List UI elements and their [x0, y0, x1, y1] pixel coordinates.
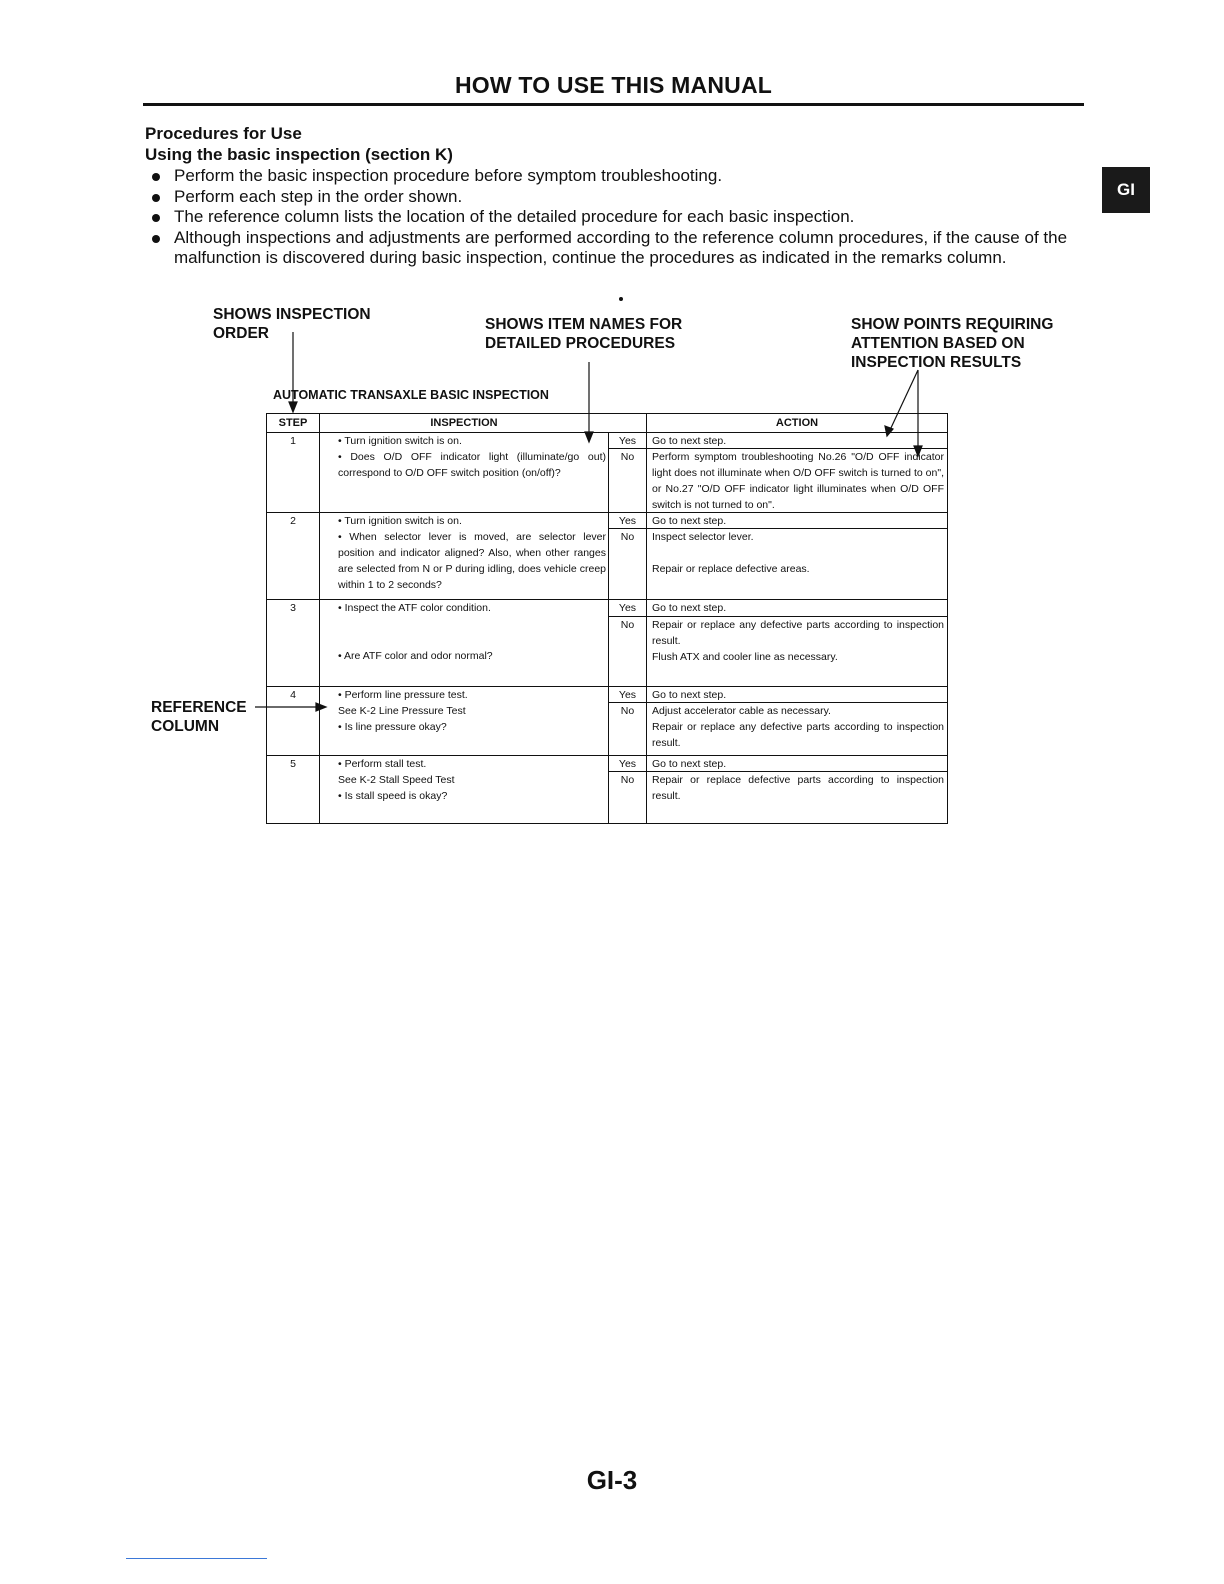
column-divider [319, 414, 320, 824]
column-divider [646, 414, 647, 824]
header-action: ACTION [775, 417, 819, 429]
reference-link[interactable]: See K-2 Stall Speed Test [338, 774, 455, 786]
inspection-item: • Turn ignition switch is on. [338, 515, 462, 527]
step-number: 5 [290, 758, 296, 770]
yes-label: Yes [618, 435, 637, 447]
inspection-cell [338, 687, 606, 735]
no-action: Perform symptom troubleshooting No.26 "O/D OFF indicator light does not illuminate when O/D OFF switch is turned to on", or No.27 "O/D OFF indicator light illuminates when O/D OFF switch is not turned to on". [652, 451, 944, 511]
inspection-item: • Inspect the ATF color condition. [338, 602, 491, 614]
inspection-item: • Is line pressure okay? [338, 721, 447, 733]
no-label: No [620, 619, 635, 631]
inspection-item: • Does O/D OFF indicator light (illuminate/go out) correspond to O/D OFF switch position (on/off)? [338, 451, 606, 479]
yes-action: Go to next step. [652, 758, 727, 770]
no-action: Flush ATX and cooler line as necessary. [652, 651, 838, 663]
reference-link[interactable]: See K-2 Line Pressure Test [338, 705, 466, 717]
inspection-item: • Are ATF color and odor normal? [338, 650, 493, 662]
yes-label: Yes [618, 689, 637, 701]
yes-action: Go to next step. [652, 435, 727, 447]
no-action: Adjust accelerator cable as necessary. [652, 705, 831, 717]
header-step: STEP [278, 417, 308, 429]
list-item-text: Perform each step in the order shown. [174, 186, 463, 206]
no-label: No [620, 531, 635, 543]
callout-attention-points: SHOW POINTS REQUIRING ATTENTION BASED ON INSPECTION RESULTS [851, 316, 1054, 371]
inspection-item: • Is stall speed is okay? [338, 790, 448, 802]
yes-label: Yes [618, 602, 637, 614]
step-number: 2 [290, 515, 296, 527]
yes-action: Go to next step. [652, 515, 727, 527]
callout-item-names: SHOWS ITEM NAMES FOR DETAILED PROCEDURES [485, 316, 683, 352]
page-title: HOW TO USE THIS MANUAL [454, 72, 773, 98]
list-item-text: Perform the basic inspection procedure before symptom troubleshooting. [174, 166, 723, 185]
no-action: Inspect selector lever. [652, 531, 754, 543]
yes-label: Yes [618, 758, 637, 770]
section-heading: Procedures for Use [145, 124, 302, 143]
page-number: GI-3 [586, 1465, 638, 1495]
callout-inspection-order: SHOWS INSPECTION ORDER [213, 306, 371, 342]
step-number: 4 [290, 689, 296, 701]
no-action: Repair or replace defective parts according to inspection result. [652, 774, 944, 802]
inspection-cell [338, 513, 606, 593]
inspection-cell [338, 433, 606, 481]
no-label: No [620, 774, 635, 786]
inspection-item: • When selector lever is moved, are selector lever position and indicator aligned? Also, when other ranges are selected from N or P during idling, does vehicle creep within 1 to 2 seconds? [338, 531, 606, 591]
callout-reference-column: REFERENCE COLUMN [151, 699, 247, 735]
list-item-text: Although inspections and adjustments are performed according to the reference column procedures, if the cause of the malfunction is discovered during basic inspection, continue the procedures as indicated in the remarks column. [174, 227, 1068, 267]
no-action: Repair or replace any defective parts according to inspection result. [652, 619, 944, 647]
no-action: Repair or replace defective areas. [652, 563, 810, 575]
list-item-text: The reference column lists the location of the detailed procedure for each basic inspection. [174, 207, 855, 226]
yes-action: Go to next step. [652, 689, 727, 701]
no-label: No [620, 705, 635, 717]
inspection-cell [338, 756, 606, 804]
section-tab[interactable]: GI [1102, 167, 1150, 213]
inspection-item: • Perform line pressure test. [338, 689, 468, 701]
inspection-item: • Perform stall test. [338, 758, 427, 770]
table-title: AUTOMATIC TRANSAXLE BASIC INSPECTION [273, 388, 549, 402]
header-inspection: INSPECTION [430, 417, 498, 429]
step-number: 3 [290, 602, 296, 614]
inspection-item: • Turn ignition switch is on. [338, 435, 462, 447]
subsection-heading: Using the basic inspection (section K) [145, 145, 453, 164]
no-label: No [620, 451, 635, 463]
yes-label: Yes [618, 515, 637, 527]
yes-action: Go to next step. [652, 602, 727, 614]
footer-rule [126, 1558, 267, 1559]
no-action: Repair or replace any defective parts according to inspection result. [652, 721, 944, 749]
step-number: 1 [290, 435, 296, 447]
